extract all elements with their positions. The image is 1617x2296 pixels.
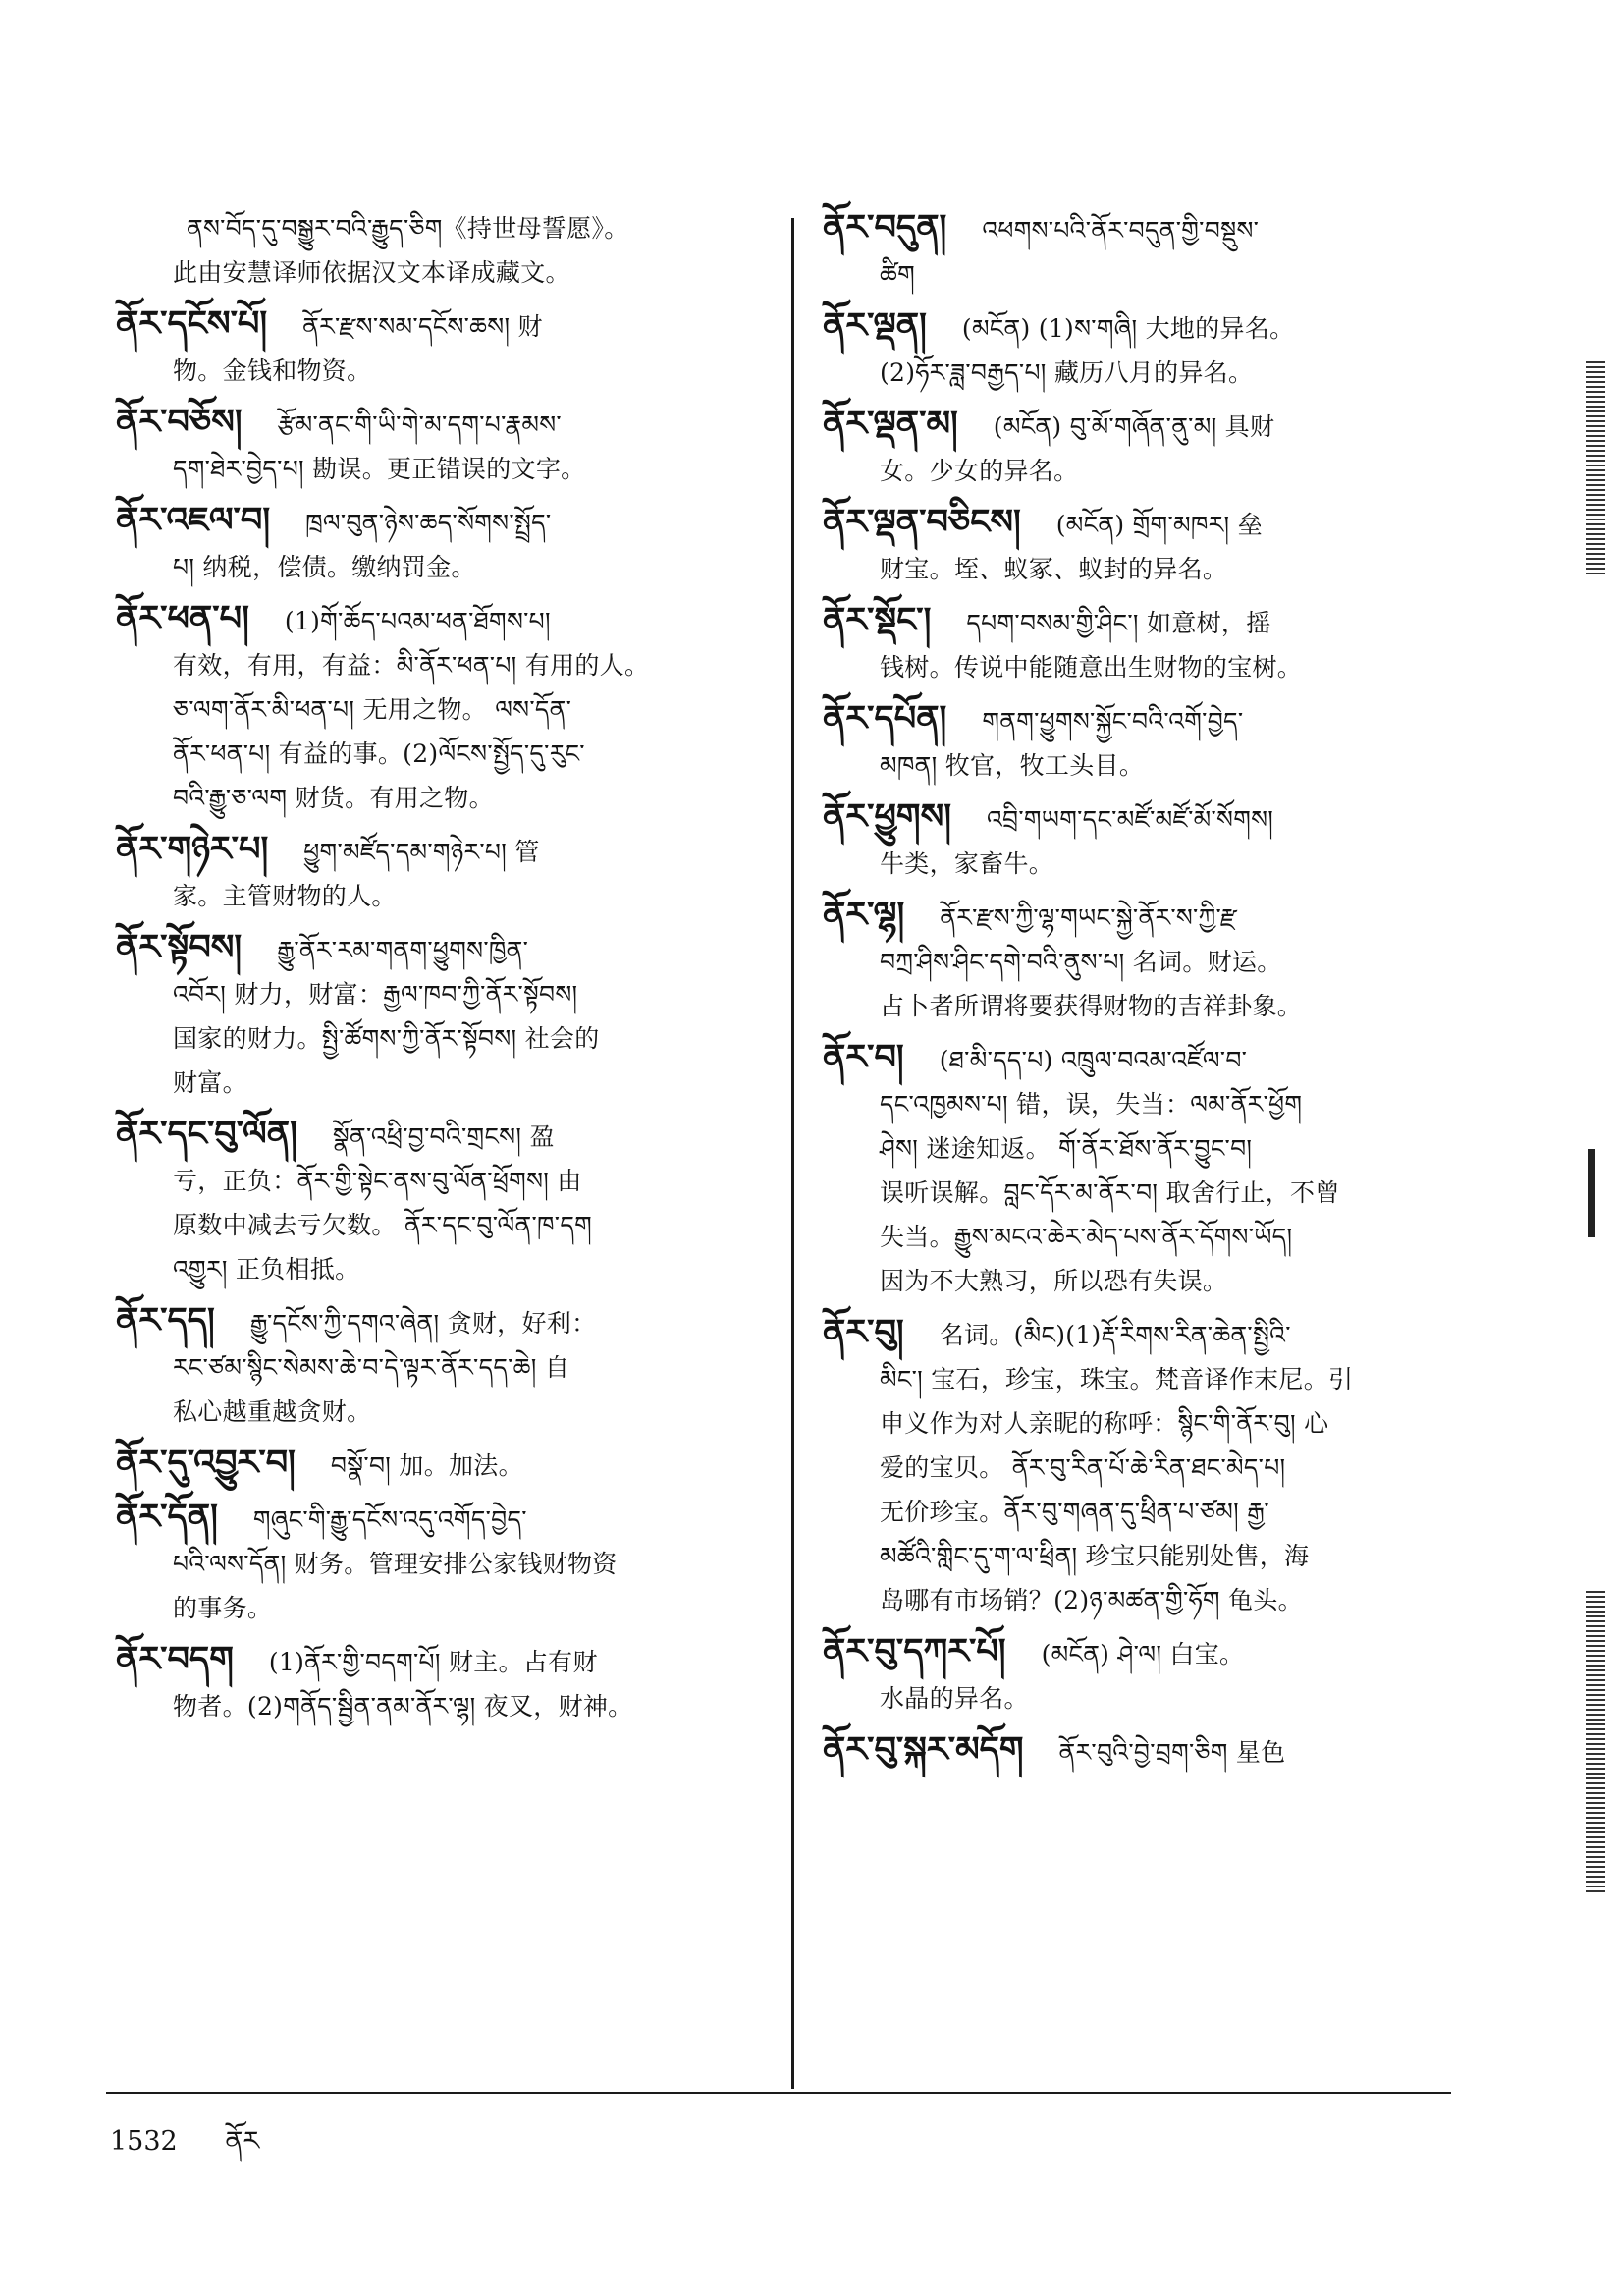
entry-text: (མངོན) ཤེ་ལ། 白宝。 xyxy=(1041,1640,1245,1668)
entry-text: 此由安慧译师依据汉文本译成藏文。 xyxy=(173,258,570,287)
entry-text: ནོར་རྫས་སམ་དངོས་ཆས། 财 xyxy=(302,312,543,341)
entry-text: (1)གོ་ཆོད་པའམ་ཕན་ཐོགས་པ། xyxy=(284,607,551,635)
entry-line xyxy=(116,1203,756,1247)
entry-text: ཁྲལ་བུན་ཉེས་ཆད་སོགས་སྤྲོད་ xyxy=(305,509,552,537)
entry-text: མཚོའི་གླིང་དུ་ག་ལ་ཕྲིན། 珍宝只能别处售，海 xyxy=(880,1542,1310,1570)
entry-line xyxy=(823,795,1463,842)
entry-line xyxy=(116,1684,756,1728)
entry-line xyxy=(823,894,1463,940)
entry-line xyxy=(823,351,1463,395)
entry-line xyxy=(116,250,756,295)
entry-headword: ནོར་བདུན། xyxy=(823,208,947,247)
entry-text: འགྱུར། 正负相抵。 xyxy=(173,1255,360,1284)
entry-line xyxy=(116,349,756,393)
scan-edge-mark xyxy=(1586,1591,1605,1895)
entry-text: 亏，正负：ནོར་གྱི་སྟེང་ནས་བུ་ལོན་ཕྲོགས། 由 xyxy=(173,1167,582,1195)
entry-headword: ནོར་དོན། xyxy=(116,1498,218,1537)
entry-text: ཅ་ལག་ནོར་མི་ཕན་པ། 无用之物。 ལས་དོན་ xyxy=(173,695,572,724)
entry-text: (མངོན) གྲོག་མཁར། 垒 xyxy=(1055,511,1263,539)
entry-headword: ནོར་བུ་སྐར་མདོག xyxy=(823,1730,1024,1770)
entry-line xyxy=(823,449,1463,493)
entry-text: མིང་། 宝石，珍宝，珠宝。梵音译作末尼。引 xyxy=(880,1365,1354,1394)
entry-text: 爱的宝贝。 ནོར་བུ་རིན་པོ་ཆེ་རིན་ཐང་མེད་པ། xyxy=(880,1453,1286,1482)
entry-line xyxy=(823,1630,1463,1676)
entry-text: 女。少女的异名。 xyxy=(880,457,1079,485)
entry-text: དང་འཁྱམས་པ། 错，误，失当：ལམ་ནོར་ཕྱོག xyxy=(880,1090,1303,1119)
entry-headword: ནོར་བུ་དཀར་པོ། xyxy=(823,1632,1006,1671)
scan-edge-mark xyxy=(1586,361,1605,577)
entry-line xyxy=(823,1578,1463,1622)
entry-line xyxy=(823,1126,1463,1171)
entry-text: 水晶的异名。 xyxy=(880,1684,1029,1713)
entry-line xyxy=(823,743,1463,788)
entry-text: དཔག་བསམ་གྱི་ཤིང་། 如意树，摇 xyxy=(966,609,1271,637)
entry-headword: ནོར་དངོས་པོ། xyxy=(116,304,268,344)
entry-line xyxy=(116,687,756,732)
entry-text: ནོར་བུའི་བྱེ་བྲག་ཅིག 星色 xyxy=(1058,1738,1286,1767)
dictionary-entry xyxy=(823,304,1463,395)
entry-text: བའི་རྒྱུ་ཅ་ལག 财货。有用之物。 xyxy=(173,784,494,812)
dictionary-entry xyxy=(116,1496,756,1630)
left-column xyxy=(116,206,756,1736)
entry-text: (2)ཧོར་ཟླ་བརྒྱད་པ། 藏历八月的异名。 xyxy=(880,358,1254,387)
entry-headword: ནོར་འཇལ་བ། xyxy=(116,501,271,540)
entry-line xyxy=(116,1299,756,1345)
entry-line xyxy=(823,1311,1463,1357)
entry-headword: ནོར་སྟོབས། xyxy=(116,928,243,967)
entry-headword: ནོར་གཉེར་པ། xyxy=(116,830,269,869)
entry-text: གཞུང་གི་རྒྱུ་དངོས་འདུ་འགོད་བྱེད་ xyxy=(252,1505,527,1534)
entry-line xyxy=(823,547,1463,591)
entry-line xyxy=(116,972,756,1016)
dictionary-entry xyxy=(823,1630,1463,1721)
entry-line xyxy=(823,697,1463,743)
entry-text: 误听误解。བླང་དོར་མ་ནོར་བ། 取舍行止，不曾 xyxy=(880,1178,1340,1207)
entry-text: 失当。རྒྱུས་མངའ་ཆེར་མེད་པས་ནོར་དོགས་ཡོད། xyxy=(880,1223,1293,1251)
dictionary-entry xyxy=(116,1299,756,1434)
entry-text: 物。金钱和物资。 xyxy=(173,356,372,385)
entry-line xyxy=(116,302,756,349)
entry-text: 物者。(2)གནོད་སྦྱིན་ནམ་ནོར་ལྷ། 夜叉，财神。 xyxy=(173,1692,633,1721)
entry-text: སྣོན་འཕྲི་བྱ་བའི་གྲངས། 盈 xyxy=(332,1122,555,1151)
dictionary-entry xyxy=(823,206,1463,297)
entry-text: པ། 纳税，偿债。缴纳罚金。 xyxy=(173,553,476,581)
entry-headword: ནོར་དང་བུ་ལོན། xyxy=(116,1115,297,1154)
dictionary-entry xyxy=(823,1728,1463,1775)
entry-line xyxy=(116,926,756,972)
entry-headword: ནོར་ཕན་པ། xyxy=(116,599,249,638)
entry-line xyxy=(116,1390,756,1434)
entry-text: 牛类，家畜牛。 xyxy=(880,849,1054,878)
entry-text: བསྣོ་བ། 加。加法。 xyxy=(330,1451,523,1480)
entry-text: 无价珍宝。ནོར་བུ་གཞན་དུ་ཕྲིན་པ་ཙམ། རྒྱ་ xyxy=(880,1498,1269,1526)
dictionary-entry xyxy=(823,795,1463,886)
entry-headword: ནོར་དཔོན། xyxy=(823,699,947,738)
entry-line xyxy=(116,732,756,776)
entry-headword: ནོར་དུ་འབྱུར་བ། xyxy=(116,1444,296,1483)
entry-line xyxy=(823,206,1463,252)
entry-line xyxy=(823,304,1463,351)
entry-text: ཤེས། 迷途知返。 གོ་ནོར་ཐོས་ནོར་བྱུང་བ། xyxy=(880,1134,1253,1163)
entry-headword: ནོར་སྡོང་། xyxy=(823,601,932,640)
entry-headword: ནོར་བཅོས། xyxy=(116,403,243,442)
entry-line xyxy=(823,1036,1463,1082)
scan-edge-mark xyxy=(1588,1149,1595,1237)
entry-text: 私心越重越贪财。 xyxy=(173,1397,372,1426)
entry-headword: ནོར་དད། xyxy=(116,1301,215,1340)
entry-text: འབྲི་གཡག་དང་མཛོ་མཛོ་མོ་སོགས། xyxy=(986,805,1274,834)
entry-line xyxy=(823,599,1463,645)
entry-line xyxy=(116,1496,756,1542)
entry-line xyxy=(116,1638,756,1684)
entry-line xyxy=(823,1446,1463,1490)
dictionary-entry xyxy=(116,302,756,393)
entry-text: (མངོན) (1)ས་གཞི། 大地的异名。 xyxy=(961,314,1295,343)
dictionary-entry xyxy=(116,1113,756,1291)
entry-text: བཀྲ་ཤིས་ཤིང་དགེ་བའི་ནུས་པ། 名词。财运。 xyxy=(880,948,1282,976)
entry-text: 岛哪有市场销？(2)ཉ་མཚན་གྱི་ཧོག 龟头。 xyxy=(880,1586,1303,1614)
entry-line xyxy=(116,545,756,589)
entry-line xyxy=(823,1676,1463,1721)
entry-headword: ནོར་བ། xyxy=(823,1038,904,1077)
entry-text: རང་ཙམ་སྙིང་སེམས་ཆེ་བ་དེ་ལྟར་ནོར་དད་ཆེ། 自 xyxy=(173,1353,570,1382)
entry-line xyxy=(116,828,756,874)
dictionary-entry xyxy=(823,1036,1463,1303)
entry-line xyxy=(116,401,756,447)
entry-line xyxy=(823,940,1463,984)
entry-text: ཕྱུག་མཛོད་དམ་གཉེར་པ། 管 xyxy=(303,838,540,866)
dictionary-entry xyxy=(823,697,1463,788)
entry-headword: ནོར་བདག xyxy=(116,1640,234,1679)
entry-text: (ཐ་མི་དད་པ) འཁྲུལ་བའམ་འཛོལ་བ་ xyxy=(939,1046,1248,1074)
right-column xyxy=(823,206,1463,1782)
entry-line xyxy=(116,874,756,918)
entry-text: 有效，有用，有益：མི་ནོར་ཕན་པ། 有用的人。 xyxy=(173,651,650,680)
entry-line xyxy=(823,1490,1463,1534)
entry-line xyxy=(116,1442,756,1488)
entry-line xyxy=(116,499,756,545)
entry-line xyxy=(823,1357,1463,1401)
entry-line xyxy=(116,1345,756,1390)
entry-line xyxy=(823,1401,1463,1446)
entry-line xyxy=(116,1247,756,1291)
entry-text: འབོར། 财力，财富：རྒྱལ་ཁབ་ཀྱི་ནོར་སྟོབས། xyxy=(173,980,578,1009)
dictionary-entry xyxy=(823,501,1463,591)
entry-text: རྩོམ་ནང་གི་ཡི་གེ་མ་དག་པ་རྣམས་ xyxy=(277,410,562,439)
entry-text: 申义作为对人亲昵的称呼：སྙིང་གི་ནོར་བུ། 心 xyxy=(880,1409,1329,1438)
entry-text: 财富。 xyxy=(173,1068,247,1097)
entry-line xyxy=(116,1061,756,1105)
dictionary-entry xyxy=(823,599,1463,689)
entry-text: ཚིག xyxy=(880,260,916,289)
entry-text: མཁན། 牧官，牧工头目。 xyxy=(880,751,1145,780)
entry-text: 因为不大熟习，所以恐有失误。 xyxy=(880,1267,1228,1295)
entry-headword: ནོར་ལྡན་མ། xyxy=(823,405,958,444)
entry-line xyxy=(823,501,1463,547)
entry-text: 占卜者所谓将要获得财物的吉祥卦象。 xyxy=(880,992,1303,1020)
entry-text: 财宝。垤、蚁冢、蚁封的异名。 xyxy=(880,555,1228,583)
entry-line xyxy=(116,776,756,820)
dictionary-entry xyxy=(116,828,756,918)
entry-text: དག་ཐེར་བྱེད་པ། 勘误。更正错误的文字。 xyxy=(173,455,586,483)
dictionary-entry xyxy=(116,597,756,820)
entry-text: འཕགས་པའི་ནོར་བདུན་གྱི་བསྡུས་ xyxy=(982,216,1260,245)
entry-line xyxy=(823,1082,1463,1126)
entry-text: ནོར་རྫས་ཀྱི་ལྷ་གཡང་སྐྱེ་ནོར་ས་ཀྱི་རྫ xyxy=(940,903,1238,932)
entry-line xyxy=(116,1113,756,1159)
entry-line xyxy=(116,447,756,491)
entry-headword: ནོར་ལྡན་བཅིངས། xyxy=(823,503,1021,542)
entry-text: 国家的财力。སྤྱི་ཚོགས་ཀྱི་ནོར་སྟོབས། 社会的 xyxy=(173,1024,600,1053)
footer-rule xyxy=(106,2092,1451,2094)
entry-line xyxy=(823,1728,1463,1775)
dictionary-entry xyxy=(823,894,1463,1028)
entry-line xyxy=(823,984,1463,1028)
entry-line xyxy=(116,1159,756,1203)
entry-headword: ནོར་བུ། xyxy=(823,1313,904,1352)
dictionary-entry xyxy=(116,1638,756,1728)
entry-line xyxy=(116,1586,756,1630)
entry-text: རྒྱུ་ནོར་རམ་གནག་ཕྱུགས་ཁྱིན་ xyxy=(277,936,529,964)
entry-line xyxy=(823,1259,1463,1303)
entry-line xyxy=(823,403,1463,449)
entry-line xyxy=(823,1215,1463,1259)
entry-text: གནག་ཕྱུགས་སྐྱོང་བའི་འགོ་བྱེད་ xyxy=(982,707,1244,736)
entry-line xyxy=(823,842,1463,886)
page-number: 1532 xyxy=(110,2126,178,2157)
entry-line xyxy=(116,1542,756,1586)
entry-text: རྒྱུ་དངོས་ཀྱི་དགའ་ཞེན། 贪财，好利： xyxy=(249,1309,597,1338)
entry-line xyxy=(823,1534,1463,1578)
dictionary-entry xyxy=(116,401,756,491)
entry-text: (1)ནོར་གྱི་བདག་པོ། 财主。占有财 xyxy=(268,1648,598,1676)
entry-text: 原数中减去亏欠数。 ནོར་དང་བུ་ལོན་ཁ་དག xyxy=(173,1211,593,1239)
entry-text: 钱树。传说中能随意出生财物的宝树。 xyxy=(880,653,1303,682)
dictionary-entry xyxy=(116,1442,756,1488)
entry-line xyxy=(823,1171,1463,1215)
page-footer xyxy=(110,2111,259,2186)
entry-line xyxy=(116,1016,756,1061)
entry-text: ནོར་ཕན་པ། 有益的事。(2)ལོངས་སྤྱོད་དུ་རུང་ xyxy=(173,739,585,768)
entry-line xyxy=(823,252,1463,297)
dictionary-entry xyxy=(116,206,756,295)
entry-headword: ནོར་ཕྱུགས། xyxy=(823,797,951,837)
dictionary-entry xyxy=(116,499,756,589)
dictionary-entry xyxy=(823,403,1463,493)
entry-line xyxy=(116,597,756,643)
entry-text: 家。主管财物的人。 xyxy=(173,882,397,910)
entry-line xyxy=(116,643,756,687)
running-head: ནོར xyxy=(225,2126,260,2157)
column-divider xyxy=(791,218,794,2089)
entry-text: 的事务。 xyxy=(173,1594,273,1622)
entry-text: (མངོན) བུ་མོ་གཞོན་ནུ་མ། 具财 xyxy=(993,412,1275,441)
dictionary-entry xyxy=(823,1311,1463,1622)
entry-text: 名词。(མིང)(1)རྡོ་རིགས་རིན་ཆེན་སྤྱིའི་ xyxy=(939,1321,1291,1349)
entry-line xyxy=(823,645,1463,689)
entry-line xyxy=(116,206,756,250)
entry-headword: ནོར་ལྷ། xyxy=(823,896,905,935)
dictionary-entry xyxy=(116,926,756,1105)
entry-text: པའི་ལས་དོན། 财务。管理安排公家钱财物资 xyxy=(173,1550,618,1578)
entry-headword: ནོར་ལྡན། xyxy=(823,306,927,346)
entry-text: ནས་བོད་དུ་བསྒྱུར་བའི་རྒྱུད་ཅིག《持世母誓愿》。 xyxy=(187,214,629,243)
